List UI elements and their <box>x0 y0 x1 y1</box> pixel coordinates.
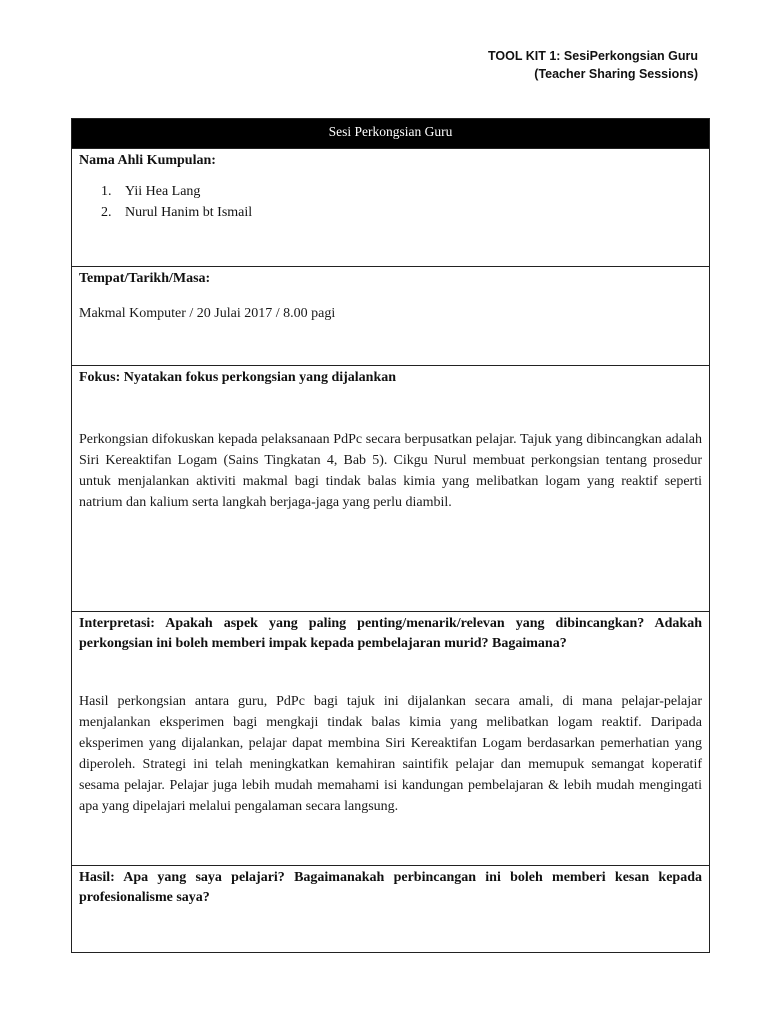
list-item <box>101 181 702 202</box>
list-number: 1. <box>101 184 112 199</box>
sharing-session-form <box>71 118 710 953</box>
result-section <box>72 866 709 952</box>
members-list <box>79 181 702 223</box>
focus-label: Fokus: Nyatakan fokus perkongsian yang dijalankan <box>79 370 397 385</box>
members-label: Nama Ahli Kumpulan: <box>79 153 216 168</box>
toolkit-subtitle: (Teacher Sharing Sessions) <box>534 67 698 81</box>
toolkit-header <box>488 47 698 83</box>
interpretation-text: Hasil perkongsian antara guru, PdPc bagi tajuk ini dijalankan secara amali, di mana pelajar-pelajar menjalankan eksperimen bagi mengkaji tindak balas kimia yang melibatkan logam reaktif. Daripada eksperimen yang dijalankan, pelajar dapat membina Siri Kereaktifan Logam berdasarkan pemerhatian yang diperoleh. Strategi ini telah meningkatkan kemahiran saintifik pelajar dan memupuk semangat koperatif sesama pelajar. Pelajar juga lebih mudah memahami isi kandungan pembelajaran & lebih mudah mengingati apa yang dipelajari melalui pengalaman secara langsung. <box>79 694 702 814</box>
place-date-time-section <box>72 267 709 366</box>
place-date-time-label: Tempat/Tarikh/Masa: <box>79 271 211 286</box>
list-number: 2. <box>101 205 112 220</box>
focus-text: Perkongsian difokuskan kepada pelaksanaan PdPc secara berpusatkan pelajar. Tajuk yang dibincangkan adalah Siri Kereaktifan Logam (Sains Tingkatan 4, Bab 5). Cikgu Nurul membuat perkongsian tentang prosedur untuk menjalankan aktiviti makmal bagi tindak balas kimia yang melibatkan logam yang reaktif seperti natrium dan kalium serta langkah berjaga-jaga yang perlu diambil. <box>79 432 702 510</box>
member-name: Nurul Hanim bt Ismail <box>125 205 253 220</box>
place-date-time-value: Makmal Komputer / 20 Julai 2017 / 8.00 pagi <box>79 306 336 321</box>
members-section <box>72 149 709 267</box>
member-name: Yii Hea Lang <box>125 184 201 199</box>
focus-section <box>72 366 709 612</box>
toolkit-title: TOOL KIT 1: SesiPerkongsian Guru <box>487 49 698 63</box>
list-item <box>101 202 702 223</box>
interpretation-label: Interpretasi: Apakah aspek yang paling penting/menarik/relevan yang dibincangkan? Adakah perkongsian ini boleh memberi impak kepada pembelajaran murid? Bagaimana? <box>79 616 702 651</box>
interpretation-section <box>72 612 709 866</box>
form-title: Sesi Perkongsian Guru <box>72 119 709 149</box>
result-label: Hasil: Apa yang saya pelajari? Bagaimanakah perbincangan ini boleh memberi kesan kepada profesionalisme saya? <box>79 870 702 905</box>
